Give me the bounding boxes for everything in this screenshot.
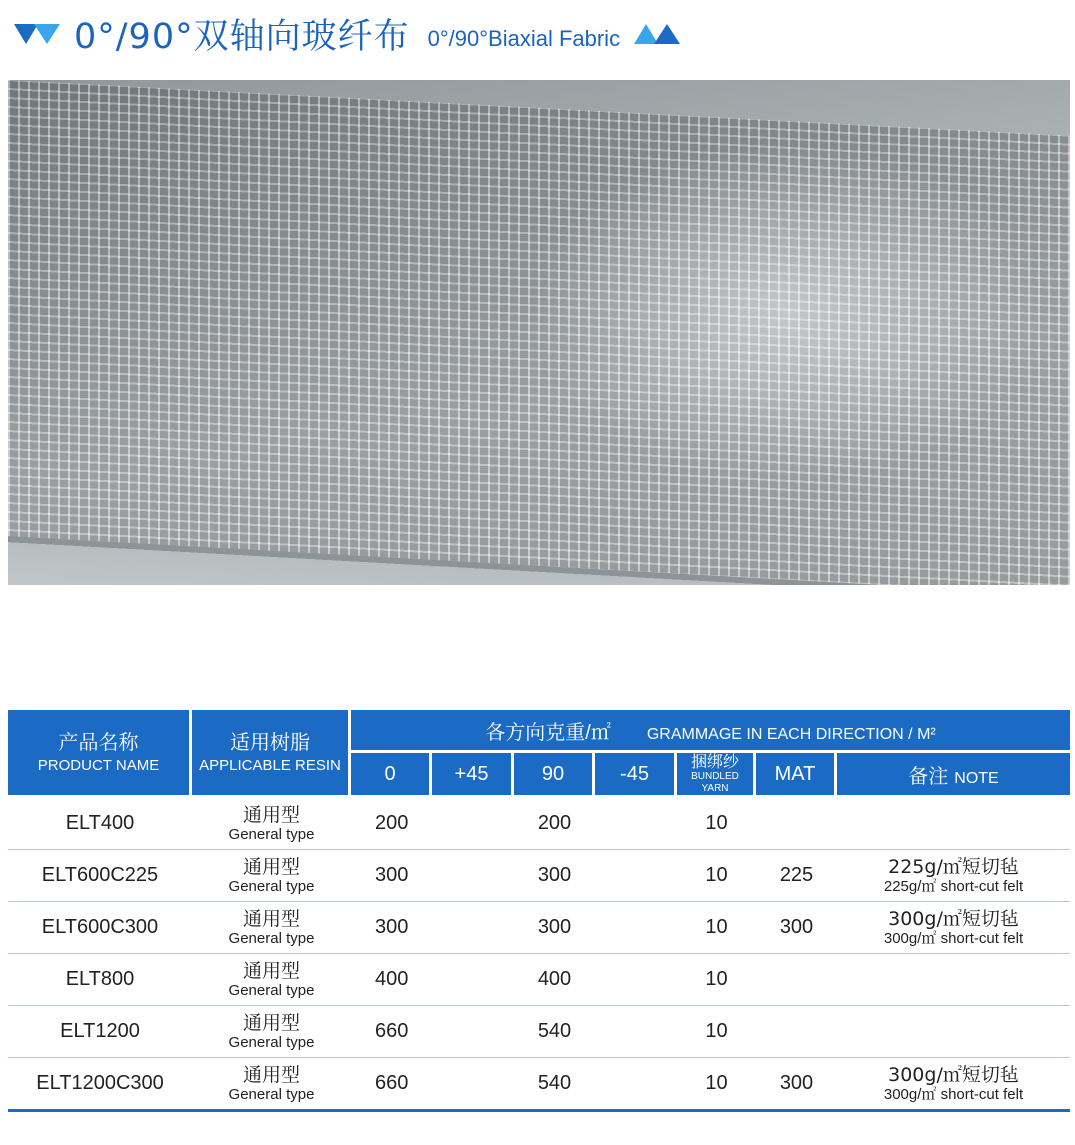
triangle-down-icon: [14, 20, 64, 48]
cell-resin: [192, 954, 351, 1006]
cell-resin: [192, 902, 351, 954]
cell-note: [837, 850, 1070, 902]
fabric-photo: [8, 80, 1070, 585]
cell-note: [837, 1058, 1070, 1112]
col-note-cn: 备注: [908, 765, 949, 788]
cell-dir-90: 540: [514, 1006, 595, 1058]
cell-dir-0: 660: [351, 1058, 432, 1112]
table-row: [8, 1006, 1070, 1058]
cell-dir-0: 660: [351, 1006, 432, 1058]
title-bar: [14, 12, 694, 56]
note-cn: 225g/㎡短切毡: [888, 856, 1019, 878]
col-bundled-yarn: [677, 753, 756, 798]
table-row: [8, 798, 1070, 850]
triangle-up-icon: [634, 20, 684, 48]
cell-note: [837, 902, 1070, 954]
cell-mat: [756, 798, 837, 850]
cell-dir-0: 200: [351, 798, 432, 850]
cell-dir-plus45: [432, 1006, 514, 1058]
cell-dir-minus45: [595, 1058, 677, 1112]
spec-table: [8, 710, 1070, 1112]
cell-product-name: ELT600C300: [8, 902, 192, 954]
cell-resin: [192, 850, 351, 902]
page-title: 0°/90°双轴向玻纤布: [74, 17, 410, 57]
col-group-grammage: [351, 710, 1070, 753]
resin-cn: 通用型: [242, 960, 300, 982]
cell-bundled-yarn: 10: [677, 850, 756, 902]
resin-en: General type: [228, 878, 315, 895]
cell-product-name: ELT800: [8, 954, 192, 1006]
cell-dir-minus45: [595, 902, 677, 954]
col-dir-minus45: -45: [595, 753, 677, 798]
col-applicable-resin: [192, 710, 351, 798]
cell-bundled-yarn: 10: [677, 1058, 756, 1112]
cell-resin: [192, 1006, 351, 1058]
cell-mat: 225: [756, 850, 837, 902]
resin-cn: 通用型: [242, 856, 300, 878]
col-product-cn: 产品名称: [58, 729, 139, 754]
cell-mat: [756, 1006, 837, 1058]
cell-note: [837, 954, 1070, 1006]
page-subtitle: 0°/90°Biaxial Fabric: [427, 26, 621, 51]
resin-en: General type: [228, 930, 315, 947]
cell-mat: [756, 954, 837, 1006]
col-mat: MAT: [756, 753, 837, 798]
resin-cn: 通用型: [242, 1064, 300, 1086]
col-bundled-en: BUNDLED YARN: [691, 771, 739, 794]
cell-product-name: ELT600C225: [8, 850, 192, 902]
cell-note: [837, 1006, 1070, 1058]
cell-bundled-yarn: 10: [677, 1006, 756, 1058]
col-note-en: NOTE: [954, 769, 999, 787]
cell-dir-minus45: [595, 1006, 677, 1058]
cell-mat: 300: [756, 902, 837, 954]
cell-product-name: ELT1200: [8, 1006, 192, 1058]
note-cn: 300g/㎡短切毡: [888, 1064, 1019, 1086]
col-resin-en: APPLICABLE RESIN: [199, 756, 341, 774]
resin-cn: 通用型: [242, 1012, 300, 1034]
col-product-en: PRODUCT NAME: [37, 756, 160, 774]
cell-resin: [192, 798, 351, 850]
table-row: [8, 1058, 1070, 1112]
resin-cn: 通用型: [242, 908, 300, 930]
note-cn: 300g/㎡短切毡: [888, 908, 1019, 930]
col-bundled-cn: 捆绑纱: [690, 752, 739, 771]
cell-dir-plus45: [432, 902, 514, 954]
cell-dir-0: 300: [351, 850, 432, 902]
col-product-name: [8, 710, 192, 798]
col-note: [837, 753, 1070, 798]
cell-dir-minus45: [595, 850, 677, 902]
cell-note: [837, 798, 1070, 850]
note-en: 225g/㎡ short-cut felt: [883, 878, 1024, 895]
cell-dir-90: 200: [514, 798, 595, 850]
col-dir-0: 0: [351, 753, 432, 798]
resin-cn: 通用型: [242, 804, 300, 826]
cell-dir-0: 400: [351, 954, 432, 1006]
cell-bundled-yarn: 10: [677, 954, 756, 1006]
cell-bundled-yarn: 10: [677, 902, 756, 954]
cell-product-name: ELT400: [8, 798, 192, 850]
cell-mat: 300: [756, 1058, 837, 1112]
cell-dir-90: 300: [514, 850, 595, 902]
col-resin-cn: 适用树脂: [230, 729, 310, 754]
cell-dir-plus45: [432, 850, 514, 902]
note-en: 300g/㎡ short-cut felt: [883, 930, 1024, 947]
cell-dir-plus45: [432, 798, 514, 850]
resin-en: General type: [228, 1086, 315, 1103]
resin-en: General type: [228, 982, 315, 999]
cell-bundled-yarn: 10: [677, 798, 756, 850]
cell-dir-90: 300: [514, 902, 595, 954]
group-grammage-cn: 各方向克重/㎡: [485, 721, 611, 744]
cell-dir-90: 400: [514, 954, 595, 1006]
cell-dir-minus45: [595, 798, 677, 850]
table-row: [8, 902, 1070, 954]
col-dir-90: 90: [514, 753, 595, 798]
resin-en: General type: [228, 826, 315, 843]
note-en: 300g/㎡ short-cut felt: [883, 1086, 1024, 1103]
cell-dir-minus45: [595, 954, 677, 1006]
cell-dir-0: 300: [351, 902, 432, 954]
table-row: [8, 954, 1070, 1006]
cell-product-name: ELT1200C300: [8, 1058, 192, 1112]
group-grammage-en: GRAMMAGE IN EACH DIRECTION / M²: [646, 725, 936, 743]
cell-dir-plus45: [432, 1058, 514, 1112]
cell-dir-90: 540: [514, 1058, 595, 1112]
col-dir-plus45: +45: [432, 753, 514, 798]
resin-en: General type: [228, 1034, 315, 1051]
cell-resin: [192, 1058, 351, 1112]
table-row: [8, 850, 1070, 902]
cell-dir-plus45: [432, 954, 514, 1006]
fabric-highlight: [528, 140, 1048, 480]
